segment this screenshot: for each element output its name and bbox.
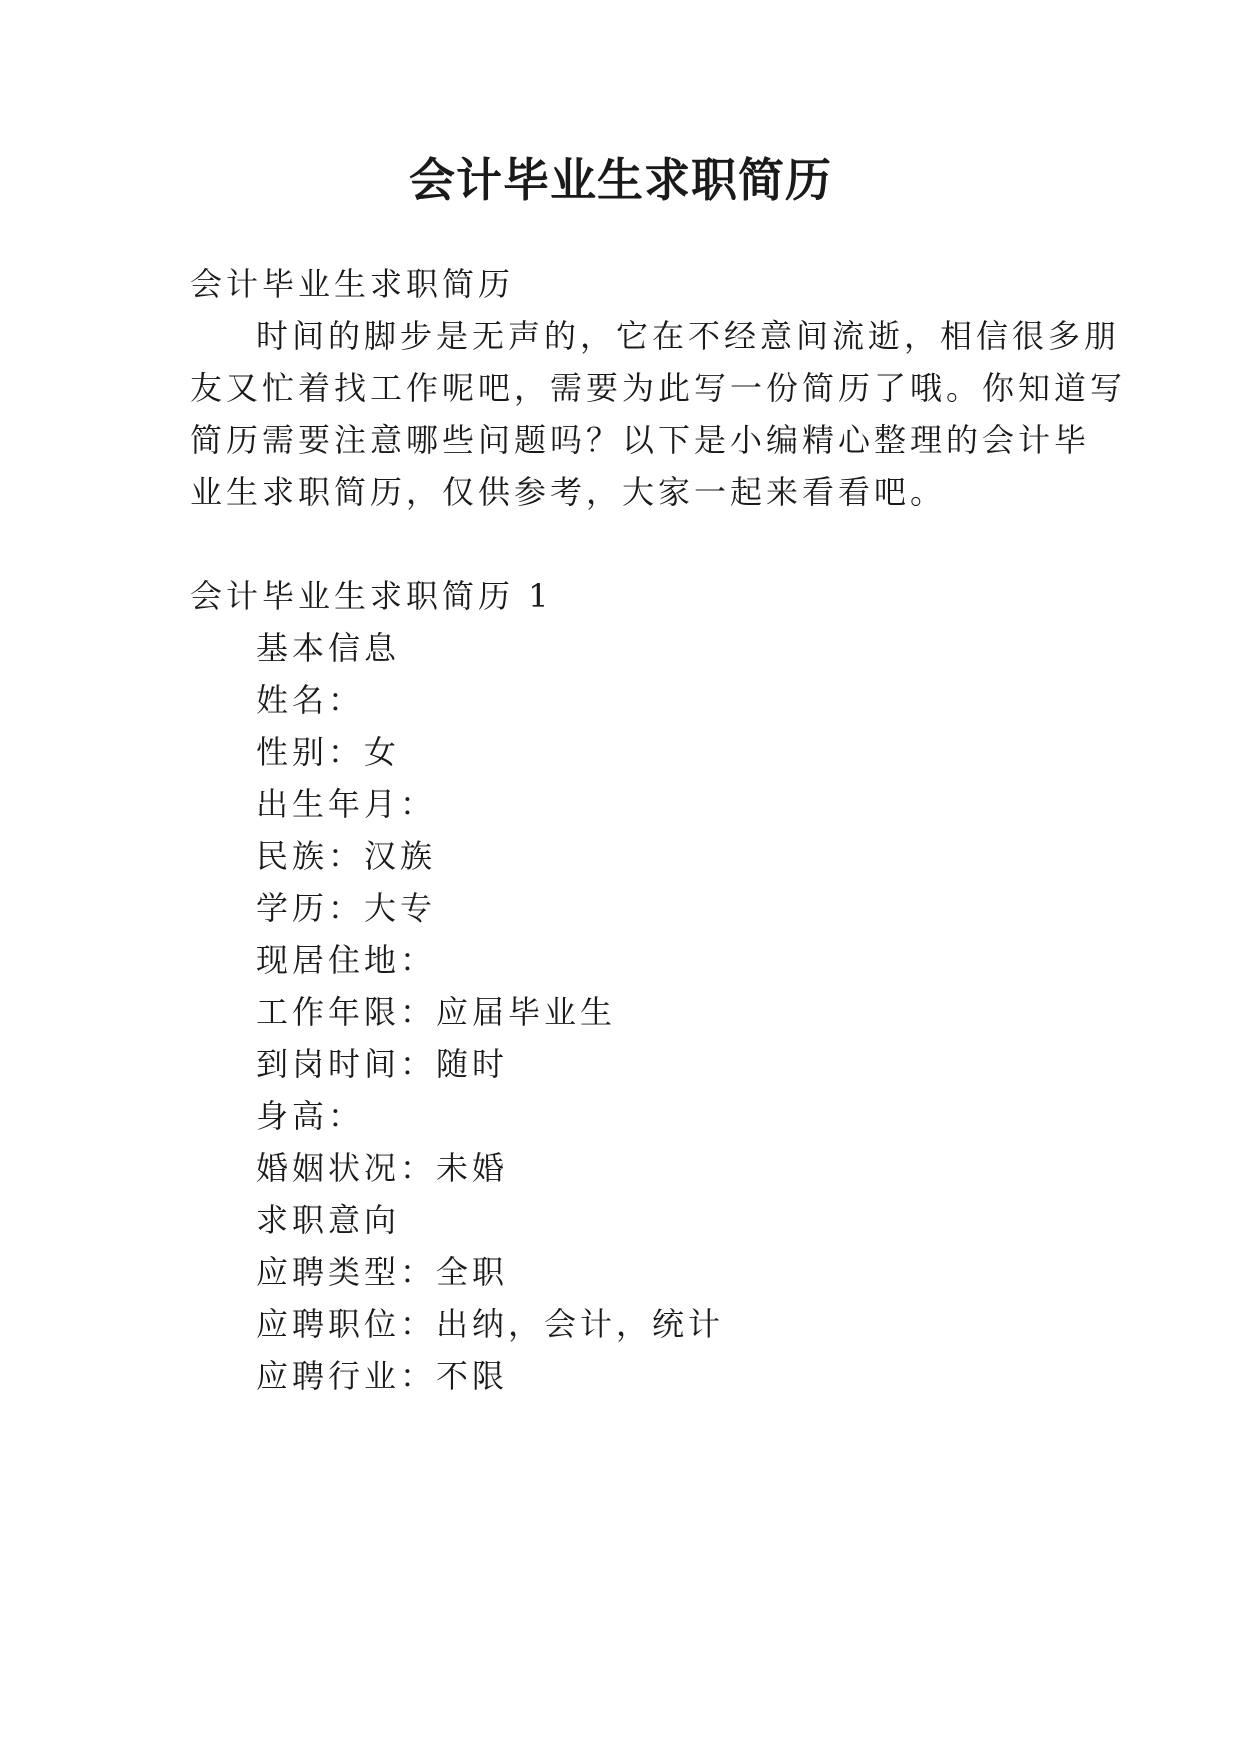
document-title: 会计毕业生求职简历: [409, 153, 832, 207]
basic-info-item: 出生年月：: [256, 785, 437, 823]
intro-line: 友又忙着找工作呢吧，需要为此写一份简历了哦。你知道写: [190, 369, 1127, 407]
job-intent-item: 应聘职位：出纳，会计，统计: [256, 1305, 725, 1343]
basic-info-item: 性别：女: [256, 733, 401, 771]
basic-info-heading: 基本信息: [256, 629, 401, 667]
basic-info-item: 婚姻状况：未婚: [256, 1149, 509, 1187]
intro-line: 简历需要注意哪些问题吗？以下是小编精心整理的会计毕: [190, 421, 1091, 459]
document-subtitle: 会计毕业生求职简历: [190, 265, 515, 303]
basic-info-item: 民族：汉族: [256, 837, 437, 875]
basic-info-item: 姓名：: [256, 681, 365, 719]
job-intent-item: 应聘类型：全职: [256, 1253, 509, 1291]
section-heading: 会计毕业生求职简历 1: [190, 577, 553, 615]
basic-info-item: 学历：大专: [256, 889, 437, 927]
job-intent-heading: 求职意向: [256, 1201, 401, 1239]
intro-line: 时间的脚步是无声的，它在不经意间流逝，相信很多朋: [256, 317, 1121, 355]
basic-info-item: 现居住地：: [256, 941, 437, 979]
job-intent-item: 应聘行业：不限: [256, 1357, 509, 1395]
basic-info-item: 身高：: [256, 1097, 365, 1135]
basic-info-item: 到岗时间：随时: [256, 1045, 509, 1083]
basic-info-item: 工作年限：应届毕业生: [256, 993, 617, 1031]
intro-line: 业生求职简历，仅供参考，大家一起来看看吧。: [190, 473, 947, 511]
